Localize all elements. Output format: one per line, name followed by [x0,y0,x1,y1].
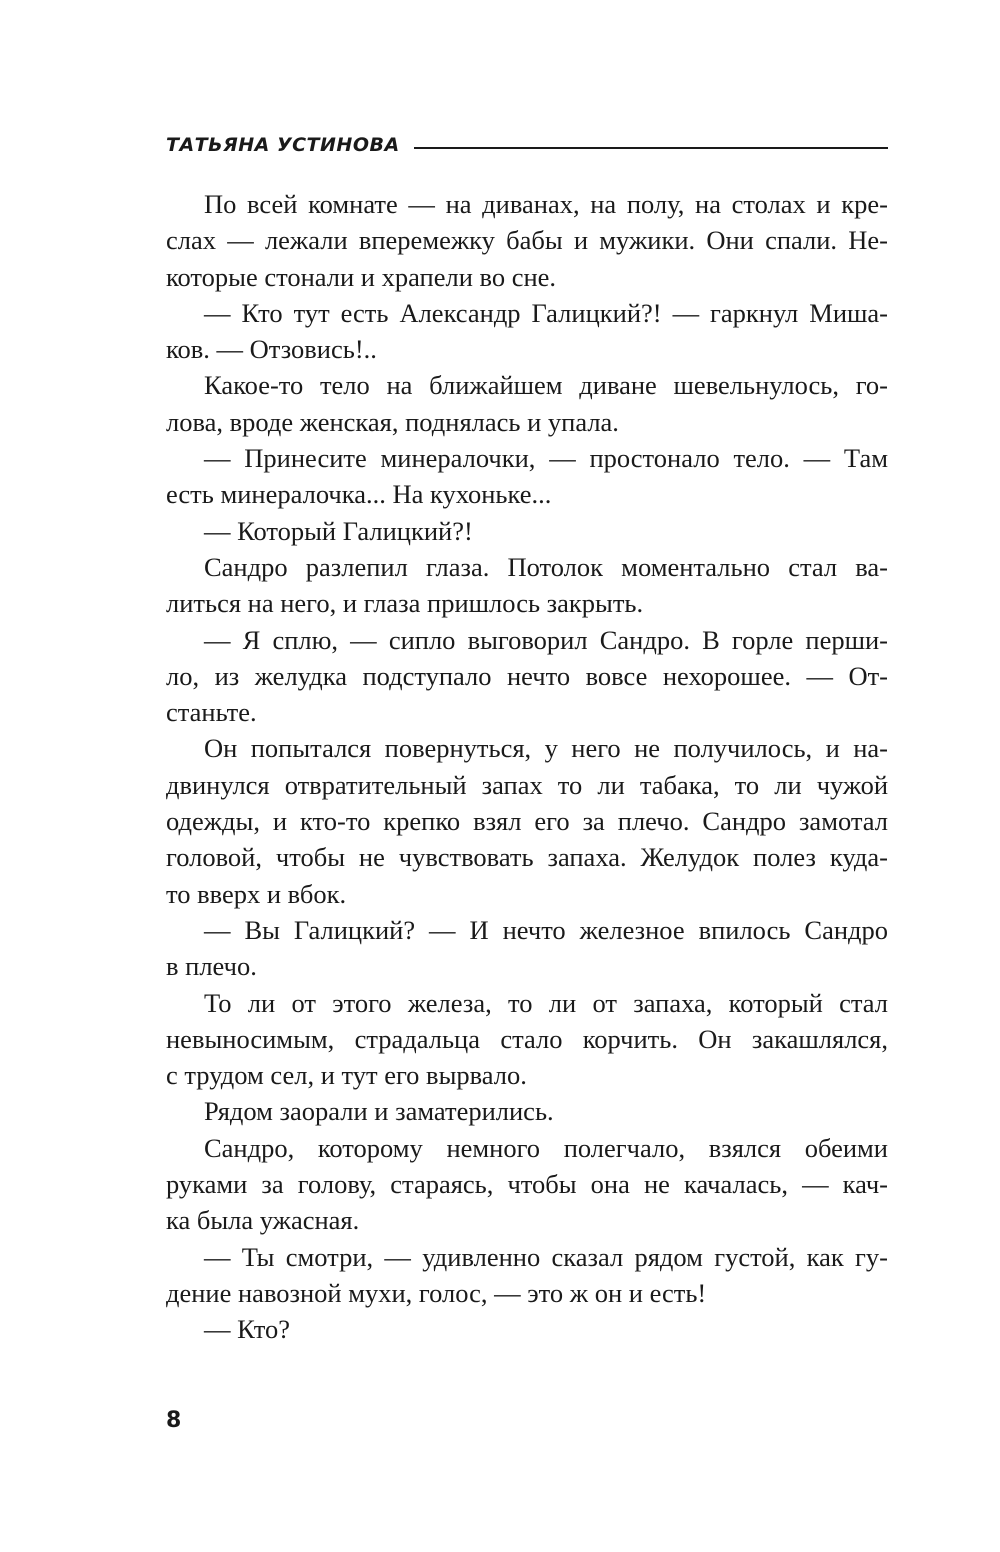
text-line: одежды, и кто-то крепко взял его за плечо. Сандро замотал [166,806,888,837]
text-line: лова, вроде женская, поднялась и упала. [166,406,619,437]
text-line: — Принесите минералочки, — простонало тело. — Там [204,443,888,474]
text-line: — Я сплю, — сипло выговорил Сандро. В горле перши- [204,624,888,655]
page-number: 8 [166,1408,182,1433]
header-rule [414,147,888,149]
text-line: которые стонали и храпели во сне. [166,261,557,292]
text-line: — Вы Галицкий? — И нечто железное впилось Сандро [204,914,888,945]
text-line: двинулся отвратительный запах то ли табака, то ли чужой [166,769,888,800]
text-line: ка была ужасная. [166,1205,360,1236]
text-line: — Кто? [204,1314,291,1345]
text-line: ков. — Отзовись!.. [166,334,377,365]
page-body [166,186,888,1348]
text-line: ло, из желудка подступало нечто вовсе нехорошее. — От- [166,660,888,691]
running-header [166,130,888,160]
text-line: невыносимым, страдальца стало корчить. Он закашлялся, [166,1023,888,1054]
author-name: ТАТЬЯНА УСТИНОВА [166,134,400,156]
text-line: Сандро разлепил глаза. Потолок моментально стал ва- [204,551,888,582]
text-line: есть минералочка... На кухоньке... [166,479,552,510]
text-line: То ли от этого железа, то ли от запаха, который стал [204,987,888,1018]
text-line: Какое-то тело на ближайшем диване шевельнулось, го- [204,370,888,401]
text-line: руками за голову, стараясь, чтобы она не качалась, — кач- [166,1169,888,1200]
text-line: — Который Галицкий?! [204,515,473,546]
text-line: Он попытался повернуться, у него не получилось, и на- [204,733,888,764]
text-line: то вверх и вбок. [166,878,347,909]
text-line: слах — лежали вперемежку бабы и мужики. Они спали. Не- [166,225,888,256]
text-line: с трудом сел, и тут его вырвало. [166,1060,527,1091]
text-line: По всей комнате — на диванах, на полу, на столах и кре- [204,189,888,219]
text-line: в плечо. [166,951,257,982]
text-line: станьте. [166,697,257,728]
text-line: Сандро, которому немного полегчало, взялся обеими [204,1132,888,1163]
text-line: литься на него, и глаза пришлось закрыть. [166,588,644,619]
text-line: дение навозной мухи, голос, — это ж он и есть! [166,1277,707,1308]
text-line: — Ты смотри, — удивленно сказал рядом густой, как гу- [204,1241,888,1272]
text-line: Рядом заорали и заматерились. [204,1096,554,1127]
text-line: головой, чтобы не чувствовать запаха. Желудок полез куда- [166,842,888,873]
text-line: — Кто тут есть Александр Галицкий?! — гаркнул Миша- [204,297,888,328]
